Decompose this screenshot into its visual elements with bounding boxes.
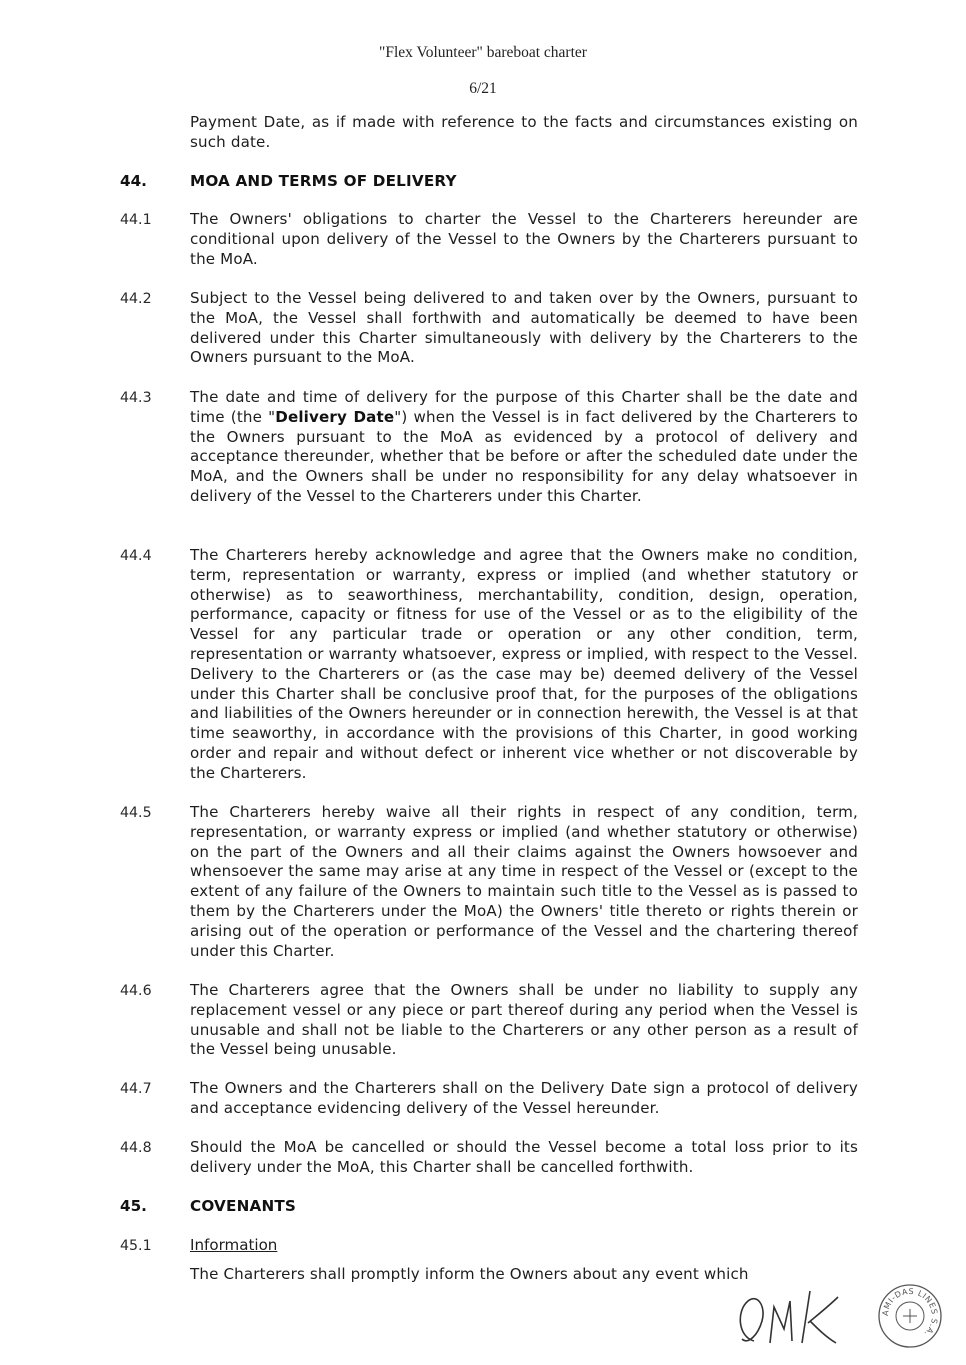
clause-45-1-heading: Information	[190, 1236, 278, 1254]
intro-paragraph: Payment Date, as if made with reference to the facts and circumstances existing on such date.	[190, 113, 858, 151]
document-title: "Flex Volunteer" bareboat charter	[379, 44, 587, 61]
clause-44-7-number: 44.7	[120, 1081, 152, 1097]
company-stamp	[877, 1283, 943, 1349]
clause-44-5-number: 44.5	[120, 805, 152, 821]
clause-44-4-text: The Charterers hereby acknowledge and agree that the Owners make no condition, term, representation or warranty, express or implied (and whether statutory or otherwise) as to seaworthiness, merchantability, condition, design, operation, performance, capacity or fitness for use of the Vessel or as to the eligibility of the Vessel for any particular trade or operation or any other condition, term, representation or warranty whatsoever, express or implied, with respect to the Vessel. Delivery to the Charterers or (as the case may be) deemed delivery of the Vessel under this Charter shall be conclusive proof that, for the purposes of the obligations and liabilities of the Owners hereunder or in connection herewith, the Vessel is at that time seaworthy, in accordance with the provisions of this Charter, in good working order and repair and without defect or inherent vice whether or not discoverable by the Charterers.	[190, 546, 858, 782]
clause-44-7-text: The Owners and the Charterers shall on the Delivery Date sign a protocol of delivery and acceptance evidencing delivery of the Vessel hereunder.	[190, 1079, 858, 1117]
section-45-number: 45.	[120, 1197, 147, 1215]
clause-44-1-text: The Owners' obligations to charter the Vessel to the Charterers hereunder are conditional upon delivery of the Vessel to the Owners by the Charterers pursuant to the MoA.	[190, 210, 858, 268]
clause-45-1-number: 45.1	[120, 1238, 152, 1254]
clause-44-6-number: 44.6	[120, 983, 152, 999]
clause-44-1-number: 44.1	[120, 212, 152, 228]
clause-44-5-text: The Charterers hereby waive all their rights in respect of any condition, term, representation, or warranty express or implied (and whether statutory or otherwise) on the part of the Owners and all their claims against the Owners howsoever and whensoever the same may arise at any time in respect of the Vessel or (except to the extent of any failure of the Owners to maintain such title to the Vessel as is passed to them by the Charterers under the MoA) the Owners' title thereto or rights therein or arising out of the operation or performance of the Vessel and the chartering thereof under this Charter.	[190, 803, 858, 960]
clause-44-2-text: Subject to the Vessel being delivered to and taken over by the Owners, pursuant to the MoA, the Vessel shall forthwith and automatically be deemed to have been delivered under this Charter simultaneously with delivery by the Charterers to the Owners pursuant to the MoA.	[190, 289, 858, 367]
section-45-title: COVENANTS	[190, 1197, 297, 1215]
clause-44-8-text: Should the MoA be cancelled or should the Vessel become a total loss prior to its delivery under the MoA, this Charter shall be cancelled forthwith.	[190, 1138, 858, 1176]
section-44-number: 44.	[120, 172, 147, 190]
clause-45-1-text: The Charterers shall promptly inform the Owners about any event which	[190, 1265, 749, 1283]
clause-44-3-text-before: The date and time of delivery for the purpose of this Charter shall be the date and time (the "	[190, 388, 858, 426]
clause-44-3-text-after: ") when the Vessel is in fact delivered by the Charterers to the Owners pursuant to the MoA as evidenced by a protocol of delivery and acceptance thereunder, whether that be before or after the scheduled date under the MoA, and the Owners shall be under no responsibility for any delay whatsoever in delivery of the Vessel to the Charterers under this Charter.	[190, 407, 859, 505]
handwritten-signature	[730, 1283, 850, 1353]
clause-44-3-number: 44.3	[120, 390, 152, 406]
clause-44-4-number: 44.4	[120, 548, 152, 564]
clause-44-2-number: 44.2	[120, 291, 152, 307]
clause-44-6-text: The Charterers agree that the Owners shall be under no liability to supply any replacement vessel or any piece or part thereof during any period when the Vessel is unusable and shall not be liable to the Charterers or any other person as a result of the Vessel being unusable.	[190, 981, 858, 1059]
stamp-text: AMI-DAS LINES S.A.	[880, 1286, 940, 1339]
clause-44-8-number: 44.8	[120, 1140, 152, 1156]
section-44-title: MOA AND TERMS OF DELIVERY	[190, 172, 457, 190]
defined-term-delivery-date: Delivery Date	[275, 407, 395, 426]
page-number: 6/21	[469, 80, 497, 97]
clause-44-3-text	[190, 388, 858, 507]
